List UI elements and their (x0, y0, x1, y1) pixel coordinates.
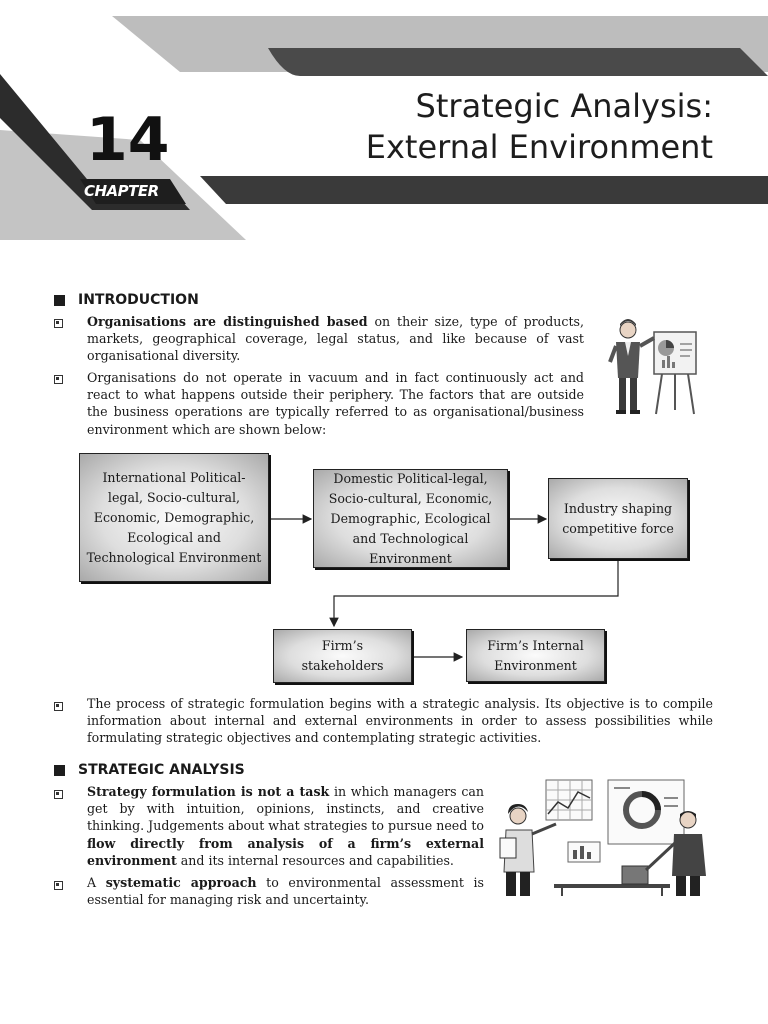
strategic-bullet-1-bold-2: flow directly from analysis of a firm’s external environment (87, 835, 484, 868)
flow-box-industry-text: Industry shaping competitive force (562, 500, 674, 536)
strategic-bullet-2-text-2: to environmental assessment is essential for managing risk and uncertainty. (87, 875, 484, 908)
bullet-icon (54, 790, 63, 799)
strategic-bullet-1-bold-1: Strategy formulation is not a task (87, 784, 330, 799)
strategic-bullet-1-text-1: in which managers can get by with intuition, opinions, instincts, and creative thinking. Judgements about what strategies to pursue need to (87, 784, 484, 834)
heading-square-icon (54, 295, 65, 306)
introduction-heading (54, 292, 199, 308)
strategic-bullet-2-text-1: A (87, 875, 106, 890)
heading-square-icon (54, 765, 65, 776)
chapter-label: CHAPTER (84, 182, 159, 200)
strategic-bullet-2 (87, 874, 484, 908)
chapter-number: 14 (86, 105, 170, 175)
intro-bullet-3: The process of strategic formulation begins with a strategic analysis. Its objective is to compile information about internal and external environments in order to assess possibilities while formulating strategic objectives and contemplating strategic activities. (87, 696, 713, 746)
flow-box-stakeholders-text: Firm’s stakeholders (301, 638, 384, 673)
flow-box-internal (466, 629, 605, 682)
flow-box-internal-text: Firm’s Internal Environment (487, 637, 584, 673)
intro-bullet-1-bold: Organisations are distinguished based (87, 314, 368, 329)
flow-box-industry (548, 478, 688, 559)
analysts-illustration (496, 776, 716, 900)
bullet-icon (54, 375, 63, 384)
strategic-bullet-2-bold: systematic approach (105, 875, 257, 890)
bullet-icon (54, 881, 63, 890)
strategic-bullet-1 (87, 783, 484, 869)
intro-bullet-1 (87, 313, 584, 365)
intro-bullet-2: Organisations do not operate in vacuum and in fact continuously act and react to what happens outside their periphery. The factors that are outside the business operations are typically referred to as organisational/business environment which are shown below: (87, 370, 584, 437)
intro-bullet-1-text: on their size, type of products, markets, geographical coverage, legal status, and like because of vast organisational diversity. (87, 314, 584, 364)
chapter-title-line2: External Environment (365, 128, 713, 166)
flow-box-domestic-text: Domestic Political-legal, Socio-cultural, Economic, Demographic, Ecological and Technological Environment (328, 470, 493, 566)
introduction-heading-text: INTRODUCTION (78, 292, 199, 308)
flow-box-international-text: International Political-legal, Socio-cultural, Economic, Demographic, Ecological and Technological Environment (86, 469, 262, 565)
strategic-analysis-heading (54, 762, 245, 778)
flow-box-international (79, 453, 269, 582)
flow-box-stakeholders (273, 629, 412, 683)
bullet-icon (54, 702, 63, 711)
strategic-bullet-1-text-2: and its internal resources and capabilities. (176, 852, 454, 868)
bullet-icon (54, 319, 63, 328)
presenter-illustration (600, 310, 710, 422)
strategic-analysis-heading-text: STRATEGIC ANALYSIS (78, 762, 245, 778)
chapter-title-line1: Strategic Analysis: (415, 87, 713, 125)
flow-box-domestic (313, 469, 508, 568)
